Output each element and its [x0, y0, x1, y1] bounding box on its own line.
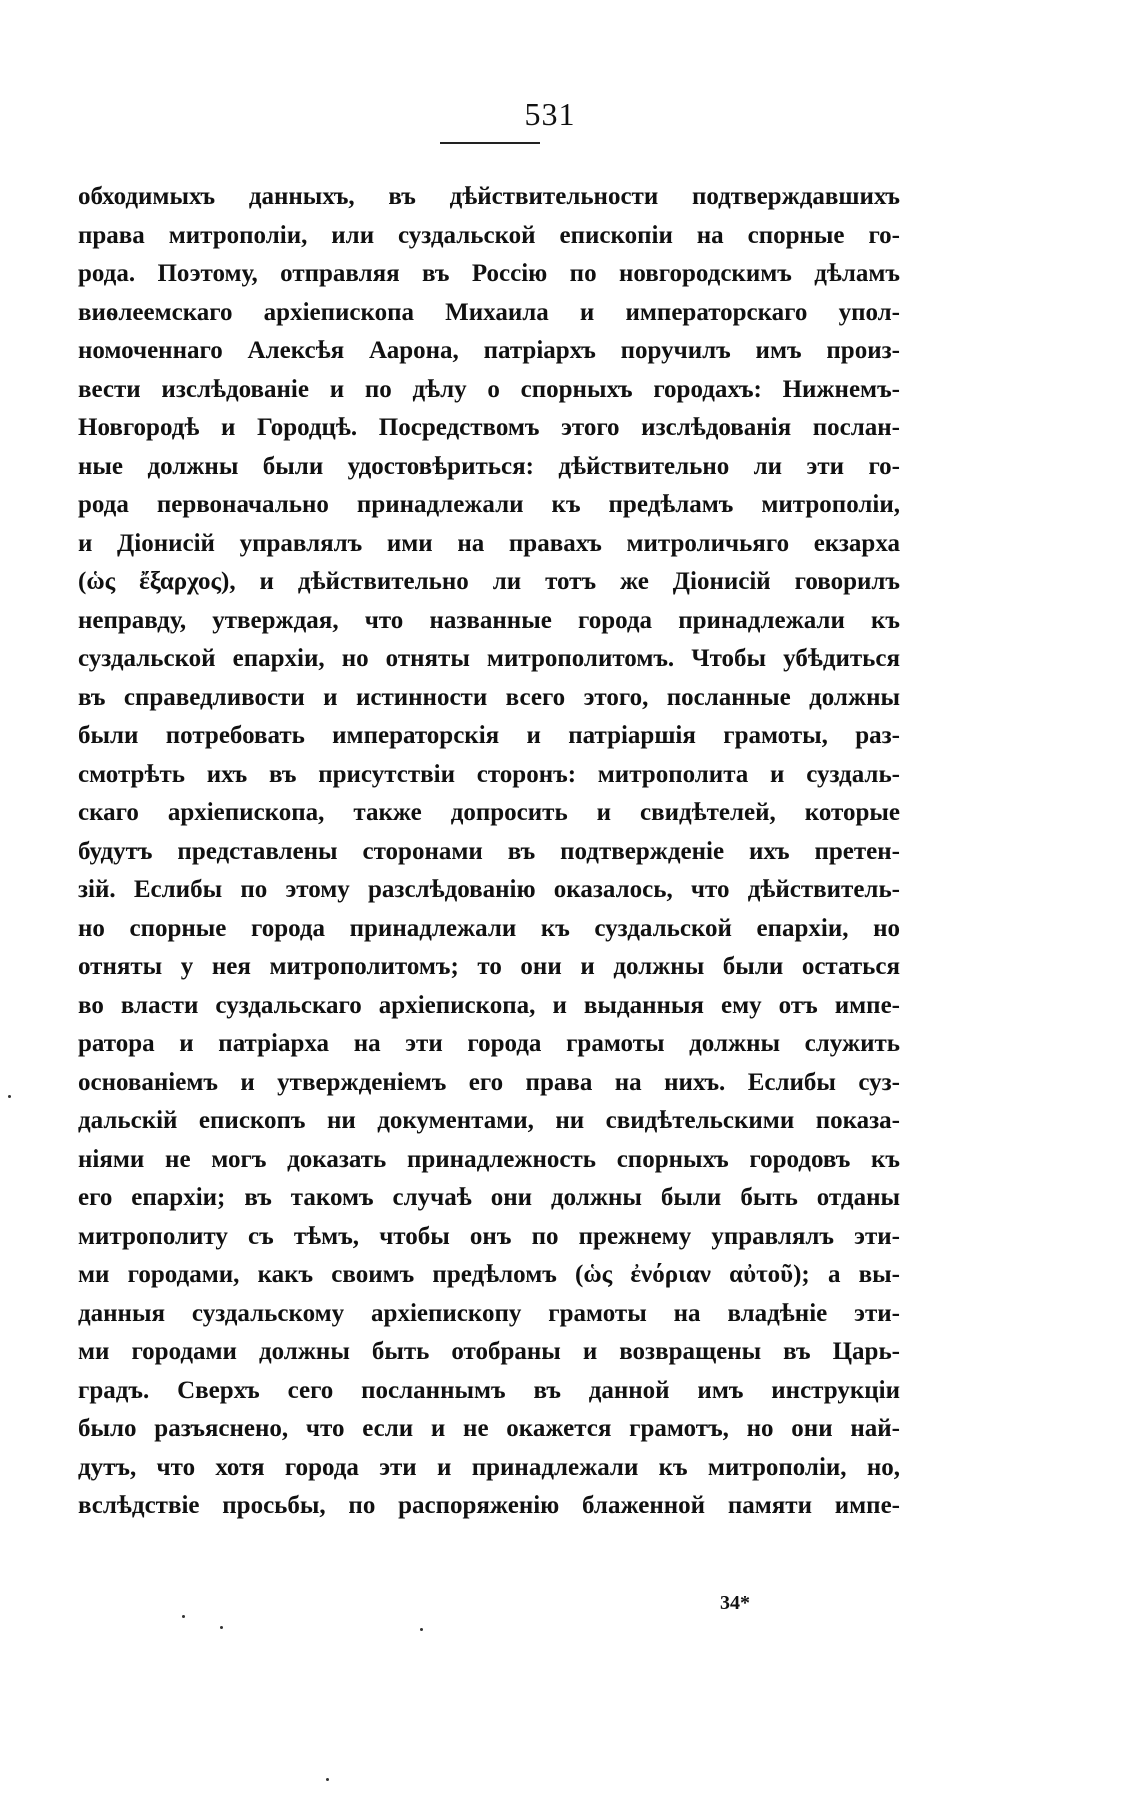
text-line: номоченнаго Алексѣя Аарона, патріархъ поручилъ имъ произ- [78, 337, 900, 364]
text-line: данныя суздальскому архіепископу грамоты на владѣніе эти- [78, 1299, 900, 1327]
text-line: рода первоначально принадлежали къ предѣламъ митрополіи, [78, 491, 900, 518]
text-line: дутъ, что хотя города эти и принадлежали къ митрополіи, но, [78, 1453, 900, 1481]
text-line: рода. Поэтому, отправляя въ Россію по новгородскимъ дѣламъ [78, 260, 900, 287]
scan-speck [420, 1628, 423, 1631]
text-line: неправду, утверждая, что названные города принадлежали къ [78, 606, 900, 634]
text-line: но спорные города принадлежали къ суздальской епархіи, но [78, 914, 900, 942]
text-line: будутъ представлены сторонами въ подтвержденіе ихъ претен- [78, 837, 900, 865]
scan-speck [220, 1626, 223, 1629]
text-line: были потребовать императорскія и патріаршія грамоты, раз- [78, 722, 900, 749]
scan-speck [8, 1095, 11, 1098]
text-line: основаніемъ и утвержденіемъ его права на нихъ. Еслибы суз- [78, 1068, 900, 1096]
text-line: суздальской епархіи, но отняты митрополитомъ. Чтобы убѣдиться [78, 645, 900, 672]
text-line: ми городами должны быть отобраны и возвращены въ Царь- [78, 1338, 900, 1365]
text-line: виѳлеемскаго архіепископа Михаила и императорскаго упол- [78, 298, 900, 326]
text-line: митрополиту съ тѣмъ, чтобы онъ по прежнему управлялъ эти- [78, 1222, 900, 1250]
page-number: 531 [524, 96, 576, 132]
scan-speck [326, 1778, 329, 1781]
text-line: смотрѣть ихъ въ присутствіи сторонъ: митрополита и суздаль- [78, 760, 900, 788]
text-line: вслѣдствіе просьбы, по распоряженію блаженной памяти импе- [78, 1492, 900, 1519]
text-line: градъ. Сверхъ сего посланнымъ въ данной имъ инструкціи [78, 1376, 900, 1404]
text-line: во власти суздальскаго архіепископа, и выданныя ему отъ импе- [78, 991, 900, 1019]
text-line: дальскій епископъ ни документами, ни свидѣтельскими показа- [78, 1107, 900, 1134]
text-line: Новгородѣ и Городцѣ. Посредствомъ этого изслѣдованія послан- [78, 414, 900, 441]
text-line: скаго архіепископа, также допросить и свидѣтелей, которые [78, 799, 900, 826]
body-text [78, 178, 900, 1526]
text-line: (ὡς ἔξαρχος), и дѣйствительно ли тотъ же Діонисій говорилъ [78, 568, 900, 595]
scan-speck [182, 1615, 185, 1618]
text-line: и Діонисій управлялъ ими на правахъ митроличьяго екзарха [78, 529, 900, 557]
text-line: права митрополіи, или суздальской епископіи на спорные го- [78, 221, 900, 249]
page-number-rule [440, 142, 540, 144]
text-line: вести изслѣдованіе и по дѣлу о спорныхъ городахъ: Нижнемъ- [78, 375, 900, 403]
text-line: его епархіи; въ такомъ случаѣ они должны были быть отданы [78, 1184, 900, 1211]
text-line: ные должны были удостовѣриться: дѣйствительно ли эти го- [78, 452, 900, 480]
text-line: было разъяснено, что если и не окажется грамотъ, но они най- [78, 1415, 900, 1442]
text-line: ми городами, какъ своимъ предѣломъ (ὡς ἐνόριαν αὐτοῦ); а вы- [78, 1261, 900, 1288]
text-line: ратора и патріарха на эти города грамоты должны служить [78, 1030, 900, 1057]
text-line: въ справедливости и истинности всего этого, посланные должны [78, 683, 900, 711]
text-line: отняты у нея митрополитомъ; то они и должны были остаться [78, 953, 900, 980]
text-line: ніями не могъ доказать принадлежность спорныхъ городовъ къ [78, 1145, 900, 1173]
text-line: зій. Еслибы по этому разслѣдованію оказалось, что дѣйствитель- [78, 876, 900, 903]
signature-mark: 34* [720, 1592, 750, 1614]
text-line: обходимыхъ данныхъ, въ дѣйствительности подтверждавшихъ [78, 183, 900, 210]
